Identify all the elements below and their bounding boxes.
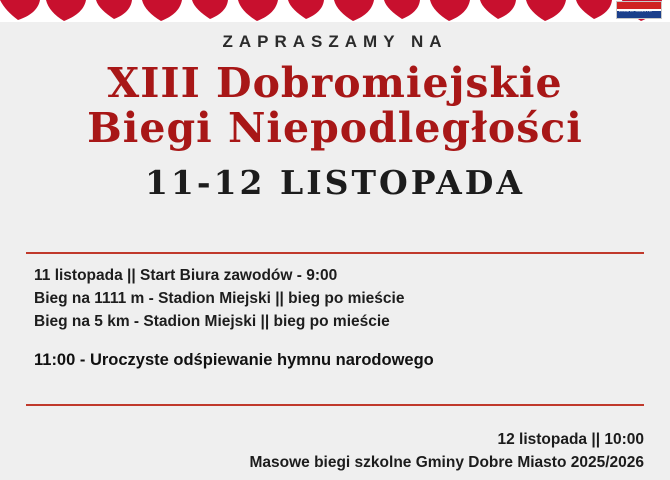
decorative-top-banner (0, 0, 670, 22)
logo-label: DOBRE MIASTO (619, 8, 652, 13)
divider-top (26, 252, 644, 254)
title-line-1-text: XIII Dobromiejskie (107, 59, 563, 107)
page-title-line-1 (0, 59, 670, 107)
title-line-2-text: Biegi Niepodległości (87, 104, 583, 153)
kicker-text: ZAPRASZAMY NA (222, 32, 448, 51)
page-title-line-2 (0, 104, 670, 153)
organizer-logo (616, 1, 662, 19)
event-date-range: 11-12 LISTOPADA (144, 162, 526, 202)
schedule-line: Bieg na 1111 m - Stadion Miejski || bieg po mieście (34, 290, 405, 307)
schedule-line: 11 listopada || Start Biura zawodów - 9:00 (34, 267, 338, 284)
anthem-line: 11:00 - Uroczyste odśpiewanie hymnu narodowego (34, 351, 434, 369)
footer-line: 12 listopada || 10:00 (497, 431, 644, 448)
divider-middle (26, 404, 644, 406)
footer-schedule (249, 428, 644, 474)
poster-headline (0, 26, 670, 202)
footer-line: Masowe biegi szkolne Gminy Dobre Miasto 2025/2026 (249, 454, 644, 471)
schedule-line: Bieg na 5 km - Stadion Miejski || bieg po mieście (34, 313, 390, 330)
schedule-details (34, 264, 644, 370)
folk-pattern-icon (0, 0, 670, 22)
